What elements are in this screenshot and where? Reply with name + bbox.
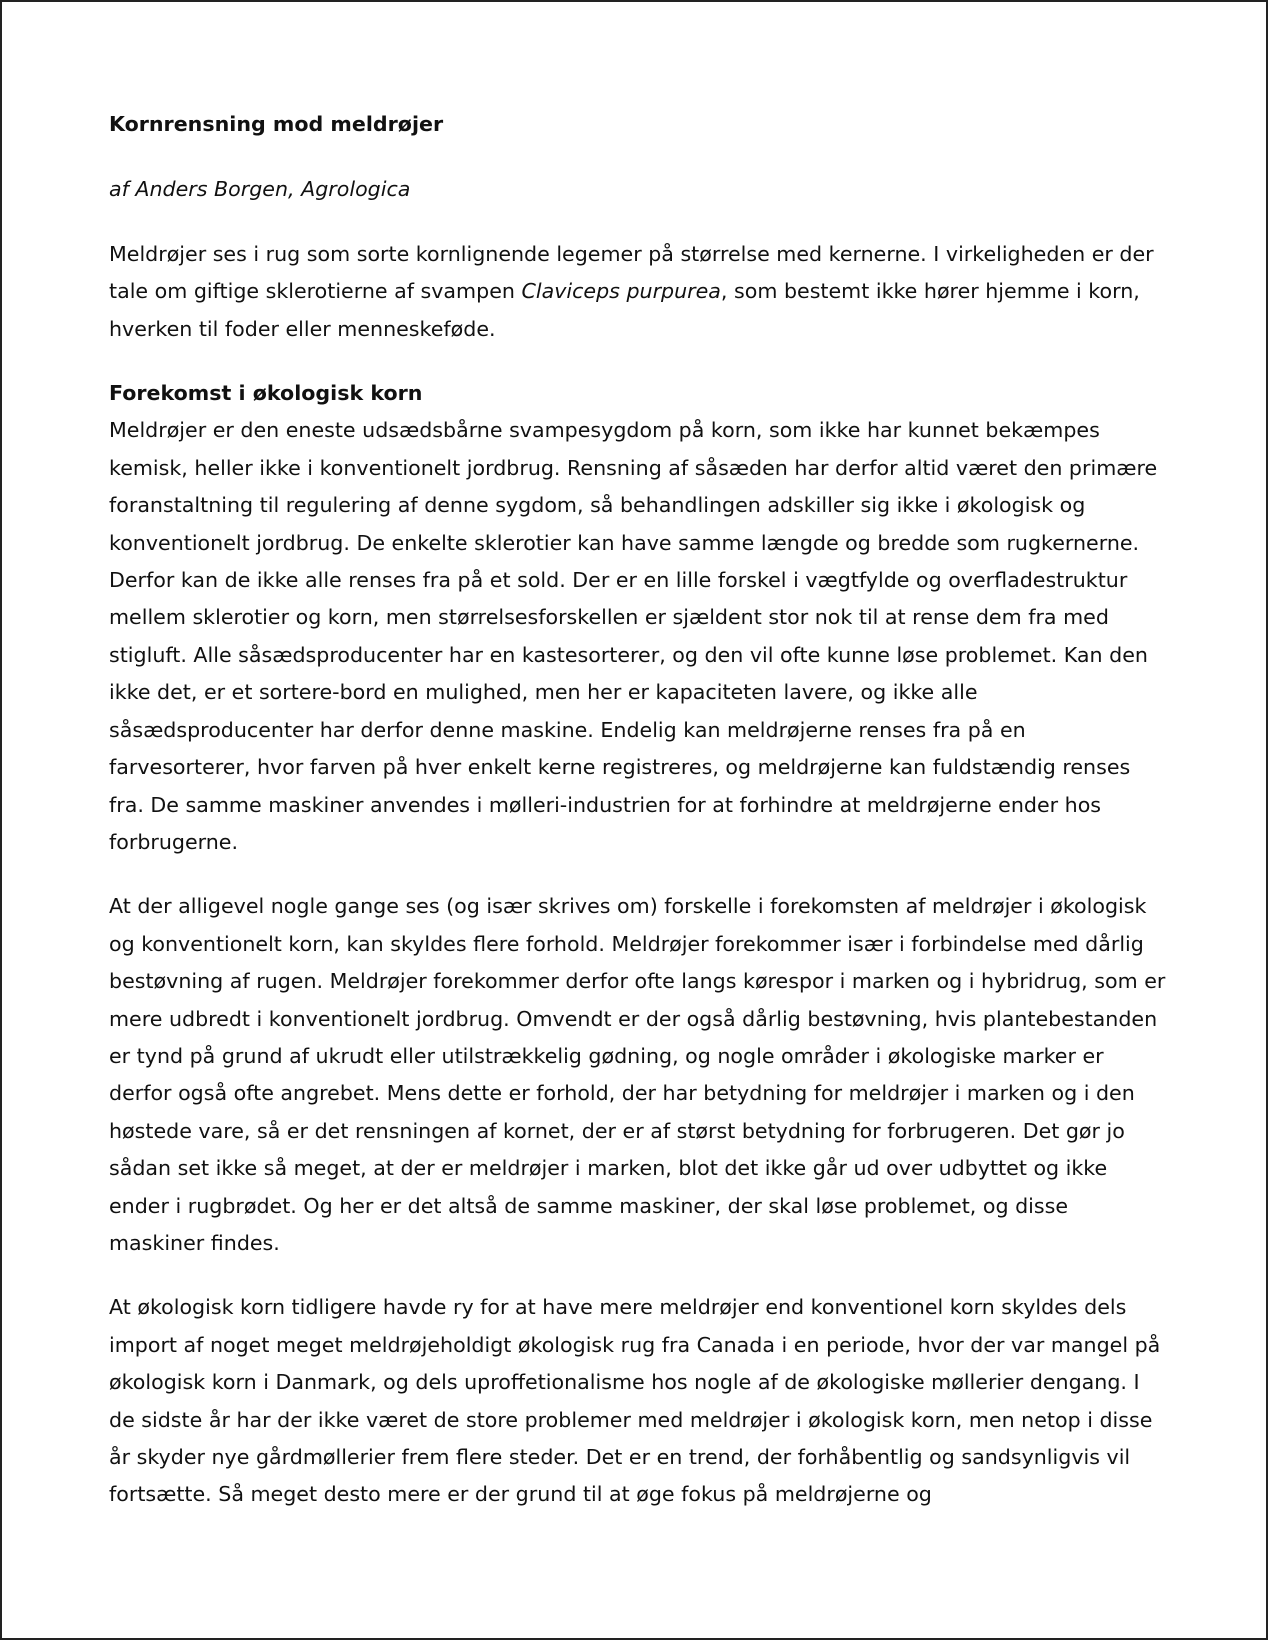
- section-heading: Forekomst i økologisk korn: [109, 381, 423, 406]
- body-paragraph: At økologisk korn tidligere havde ry for at have mere meldrøjer end konventionel korn skyldes dels import af noget meget meldrøjeholdigt økologisk rug fra Canada i en periode, hvor der var mangel på økologisk korn i Danmark, og dels uproffetionalisme hos nogle af de økologiske møllerier dengang. I de sidste år har der ikke været de store problemer med meldrøjer i økologisk korn, men netop i disse år skyder nye gårdmøllerier frem flere steder. Det er en trend, der forhåbentlig og sandsynligvis vil fortsætte. Så meget desto mere er der grund til at øge fokus på meldrøjerne og: [109, 1295, 1161, 1507]
- intro-text-before: Meldrøjer ses i rug som sorte kornlignende legemer på størrelse med kernerne. I virkeligheden er der tale om giftige sklerotierne af svampen: [109, 241, 1154, 304]
- intro-paragraph: [109, 236, 1169, 348]
- body-paragraph: Meldrøjer er den eneste udsædsbårne svampesygdom på korn, som ikke har kunnet bekæmpes kemisk, heller ikke i konventionelt jordbrug. Rensning af såsæden har derfor altid været den primære foranstaltning til regulering af denne sygdom, så behandlingen adskiller sig ikke i økologisk og konventionelt jordbrug. De enkelte sklerotier kan have samme længde og bredde som rugkernerne. Derfor kan de ikke alle renses fra på et sold. Der er en lille forskel i vægtfylde og overfladestruktur mellem sklerotier og korn, men størrelsesforskellen er sjældent stor nok til at rense dem fra med stigluft. Alle såsædsproducenter har en kastesorterer, og den vil ofte kunne løse problemet. Kan den ikke det, er et sortere-bord en mulighed, men her er kapaciteten lavere, og ikke alle såsædsproducenter har derfor denne maskine. Endelig kan meldrøjerne renses fra på en farvesorterer, hvor farven på hver enkelt kerne registreres, og meldrøjerne kan fuldstændig renses fra. De samme maskiner anvendes i mølleri-industrien for at forhindre at meldrøjerne ender hos forbrugerne.: [109, 418, 1158, 854]
- document-body: [109, 106, 1169, 1514]
- body-paragraph: At der alligevel nogle gange ses (og især skrives om) forskelle i forekomsten af meldrøjer i økologisk og konventionelt korn, kan skyldes flere forhold. Meldrøjer forekommer især i forbindelse med dårlig bestøvning af rugen. Meldrøjer forekommer derfor ofte langs kørespor i marken og i hybridrug, som er mere udbredt i konventionelt jordbrug. Omvendt er der også dårlig bestøvning, hvis plantebestanden er tynd på grund af ukrudt eller utilstrækkelig gødning, og nogle områder i økologiske marker er derfor også ofte angrebet. Mens dette er forhold, der har betydning for meldrøjer i marken og i den høstede vare, så er det rensningen af kornet, der er af størst betydning for forbrugeren. Det gør jo sådan set ikke så meget, at der er meldrøjer i marken, blot det ikke går ud over udbyttet og ikke ender i rugbrødet. Og her er det altså de samme maskiner, der skal løse problemet, og disse maskiner findes.: [109, 894, 1166, 1255]
- intro-text-after: , som bestemt ikke hører hjemme i korn, hverken til foder eller menneskeføde.: [109, 279, 1140, 341]
- document-byline: af Anders Borgen, Agrologica: [109, 177, 411, 202]
- document-title: Kornrensning mod meldrøjer: [109, 112, 444, 136]
- species-name: Claviceps purpurea: [521, 279, 721, 304]
